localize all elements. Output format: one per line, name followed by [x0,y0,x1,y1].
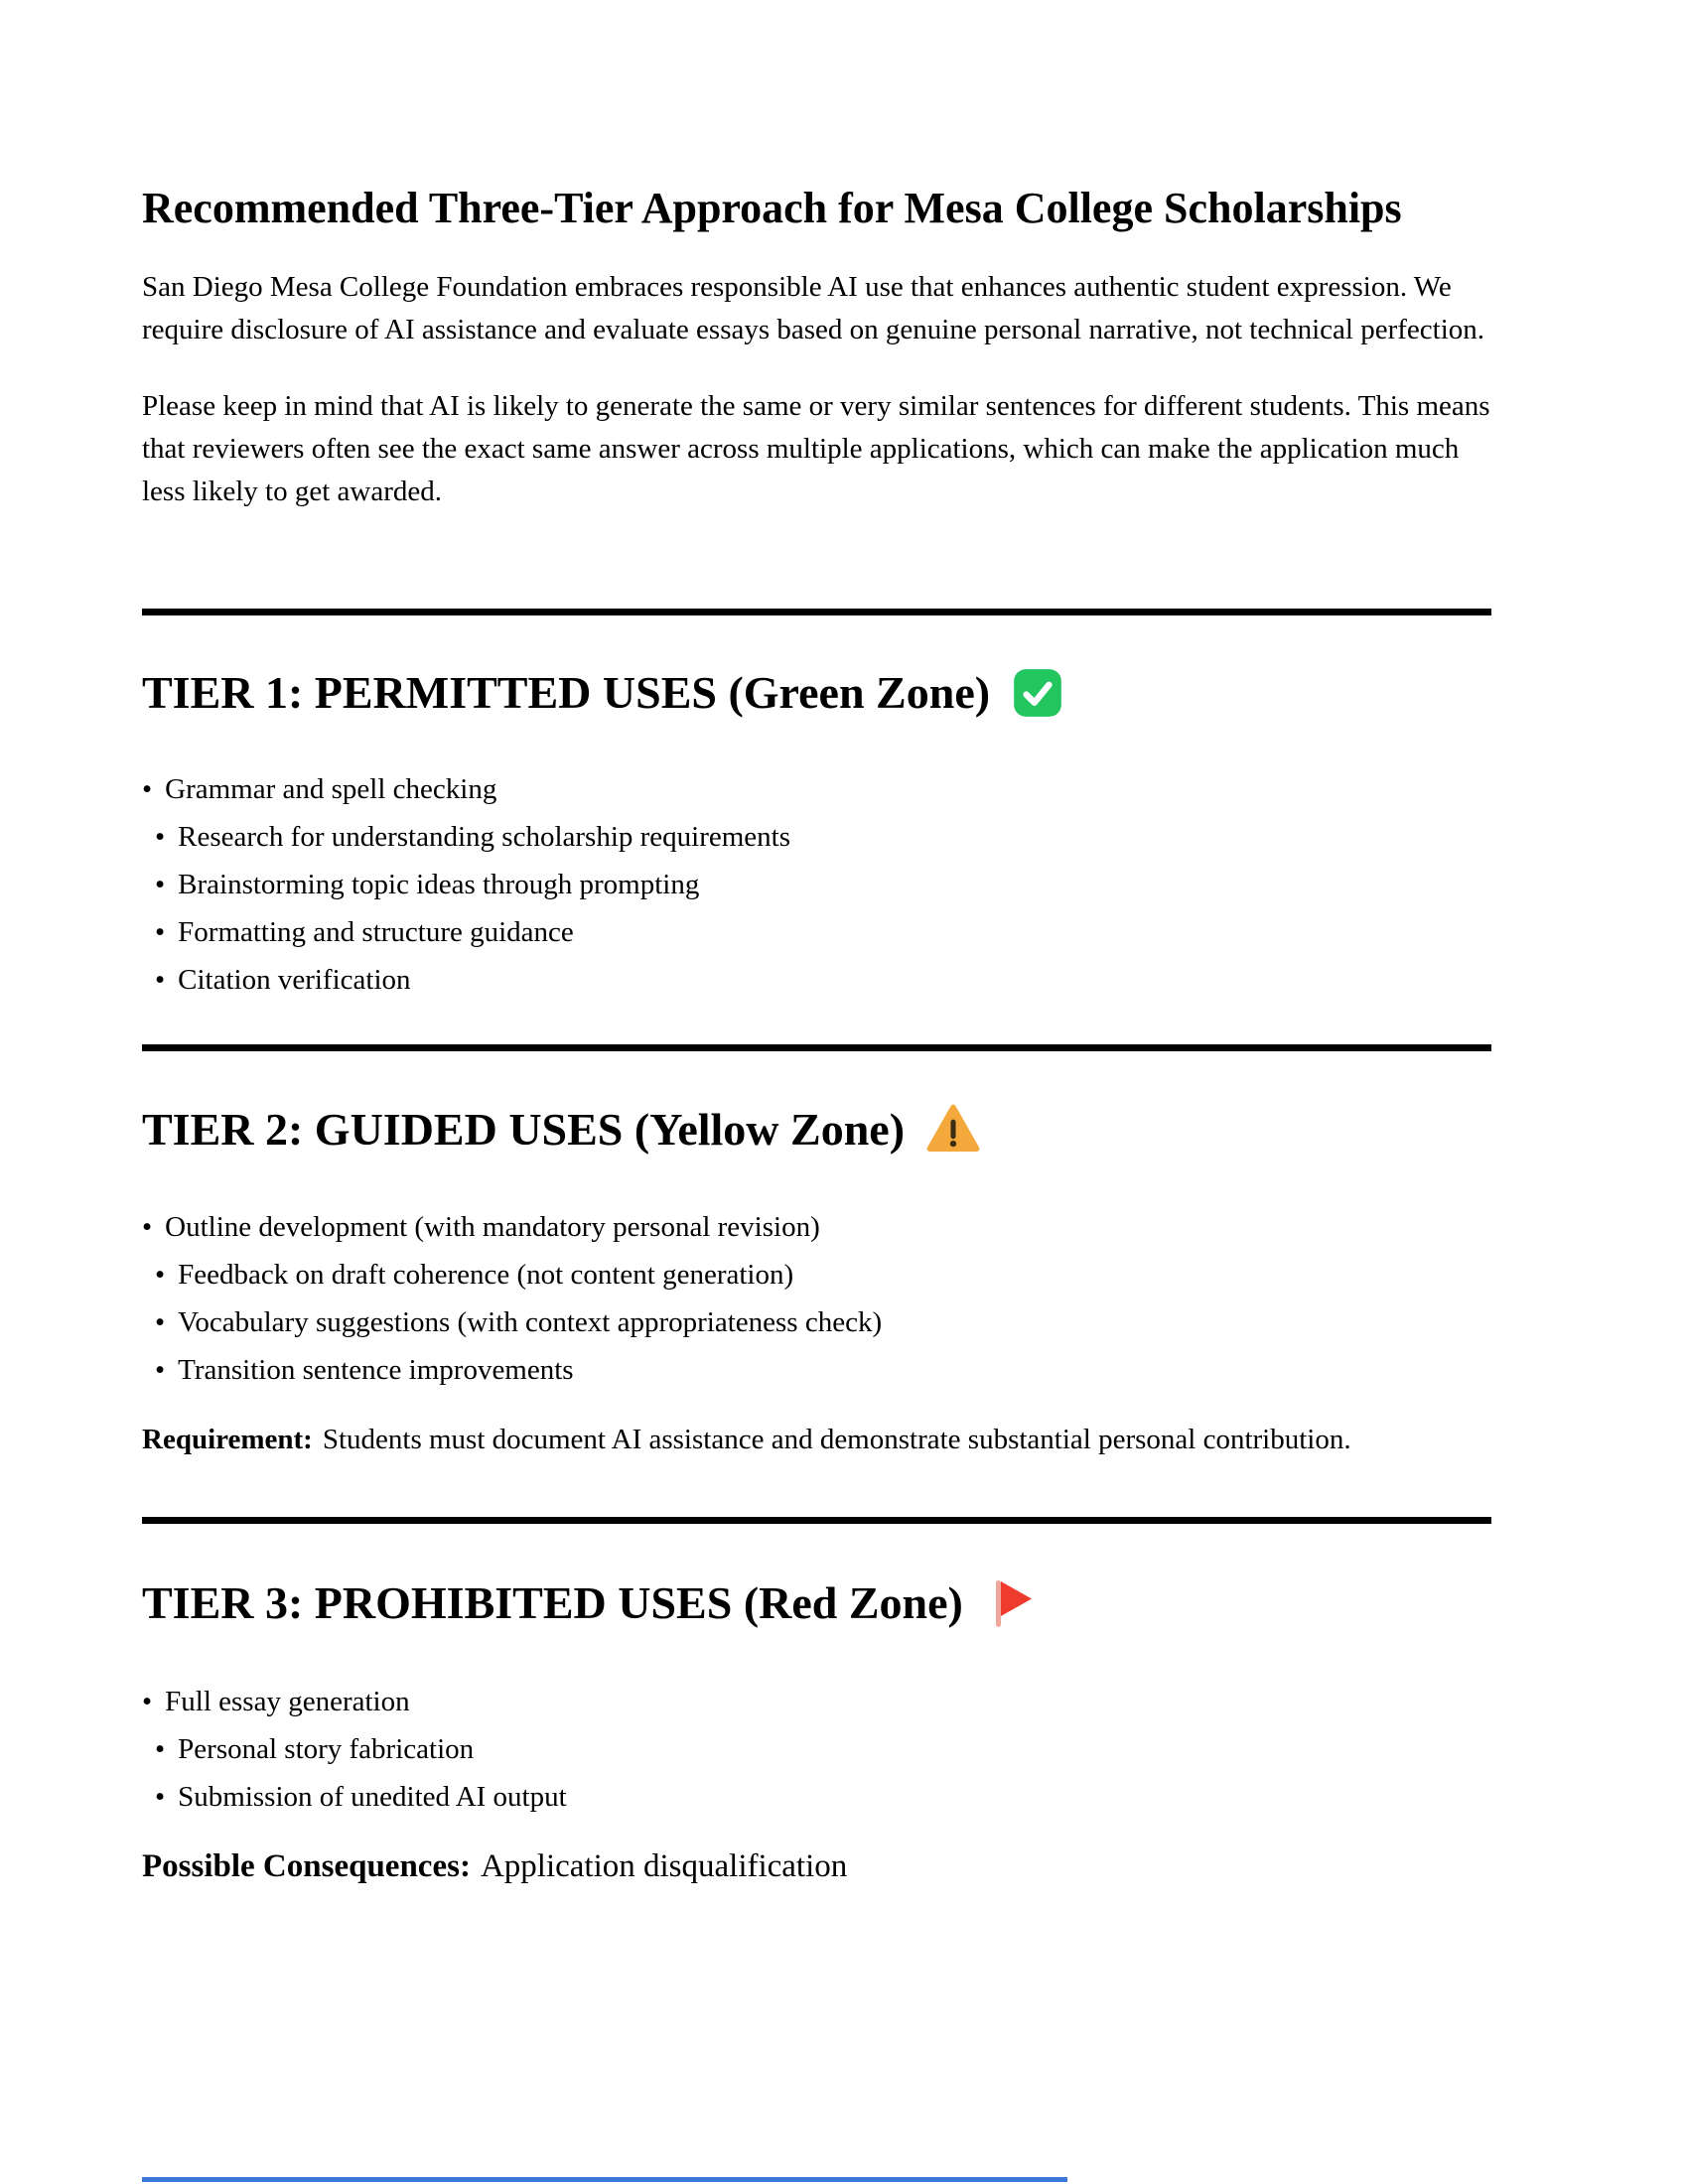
consequences-text: Application disqualification [480,1848,848,1885]
requirement-text: Students must document AI assistance and demonstrate substantial personal contribution. [322,1424,1351,1456]
consequences-label: Possible Consequences: [142,1848,471,1885]
tier1-heading [142,667,1491,719]
list-item: • Research for understanding scholarship requirements [142,822,1491,852]
list-item: • Transition sentence improvements [142,1355,1491,1385]
tier2-requirement-note [142,1419,1491,1461]
list-item: • Outline development (with mandatory personal revision) [142,1212,1491,1242]
clipped-blue-line [142,2177,1067,2182]
list-item: • Grammar and spell checking [142,774,1491,804]
list-item: • Full essay generation [142,1687,1491,1716]
list-item: • Vocabulary suggestions (with context appropriateness check) [142,1307,1491,1337]
tier2-bullet-list [142,1212,1491,1385]
intro-paragraph-1: San Diego Mesa College Foundation embraces responsible AI use that enhances authentic student expression. We require disclosure of AI assistance and evaluate essays based on genuine personal narrative, not technical perfection. [142,271,1485,346]
check-mark-button-icon [1012,667,1063,719]
tier2-heading [142,1103,1491,1157]
section-divider [142,1517,1491,1524]
page-title: Recommended Three-Tier Approach for Mesa College Scholarships [142,184,1402,232]
list-item: • Submission of unedited AI output [142,1782,1491,1812]
requirement-label: Requirement: [142,1424,313,1456]
list-item: • Formatting and structure guidance [142,917,1491,947]
tier3-heading [142,1575,1491,1631]
warning-icon [926,1103,980,1157]
intro-paragraph-2: Please keep in mind that AI is likely to generate the same or very similar sentences for different students. This means that reviewers often see the exact same answer across multiple applications, which can make the application much less likely to get awarded. [142,390,1490,508]
tier3-heading-text: TIER 3: PROHIBITED USES (Red Zone) [142,1577,963,1629]
section-divider [142,609,1491,615]
list-item: • Feedback on draft coherence (not content generation) [142,1260,1491,1290]
tier1-bullet-list [142,774,1491,995]
list-item: • Personal story fabrication [142,1734,1491,1764]
tier3-bullet-list [142,1687,1491,1812]
section-divider [142,1044,1491,1051]
list-item: • Citation verification [142,965,1491,995]
list-item: • Brainstorming topic ideas through prompting [142,870,1491,899]
tier3-consequences-note [142,1845,1491,1888]
tier2-heading-text: TIER 2: GUIDED USES (Yellow Zone) [142,1104,906,1156]
tier1-heading-text: TIER 1: PERMITTED USES (Green Zone) [142,667,991,719]
triangular-flag-icon [985,1575,1041,1631]
